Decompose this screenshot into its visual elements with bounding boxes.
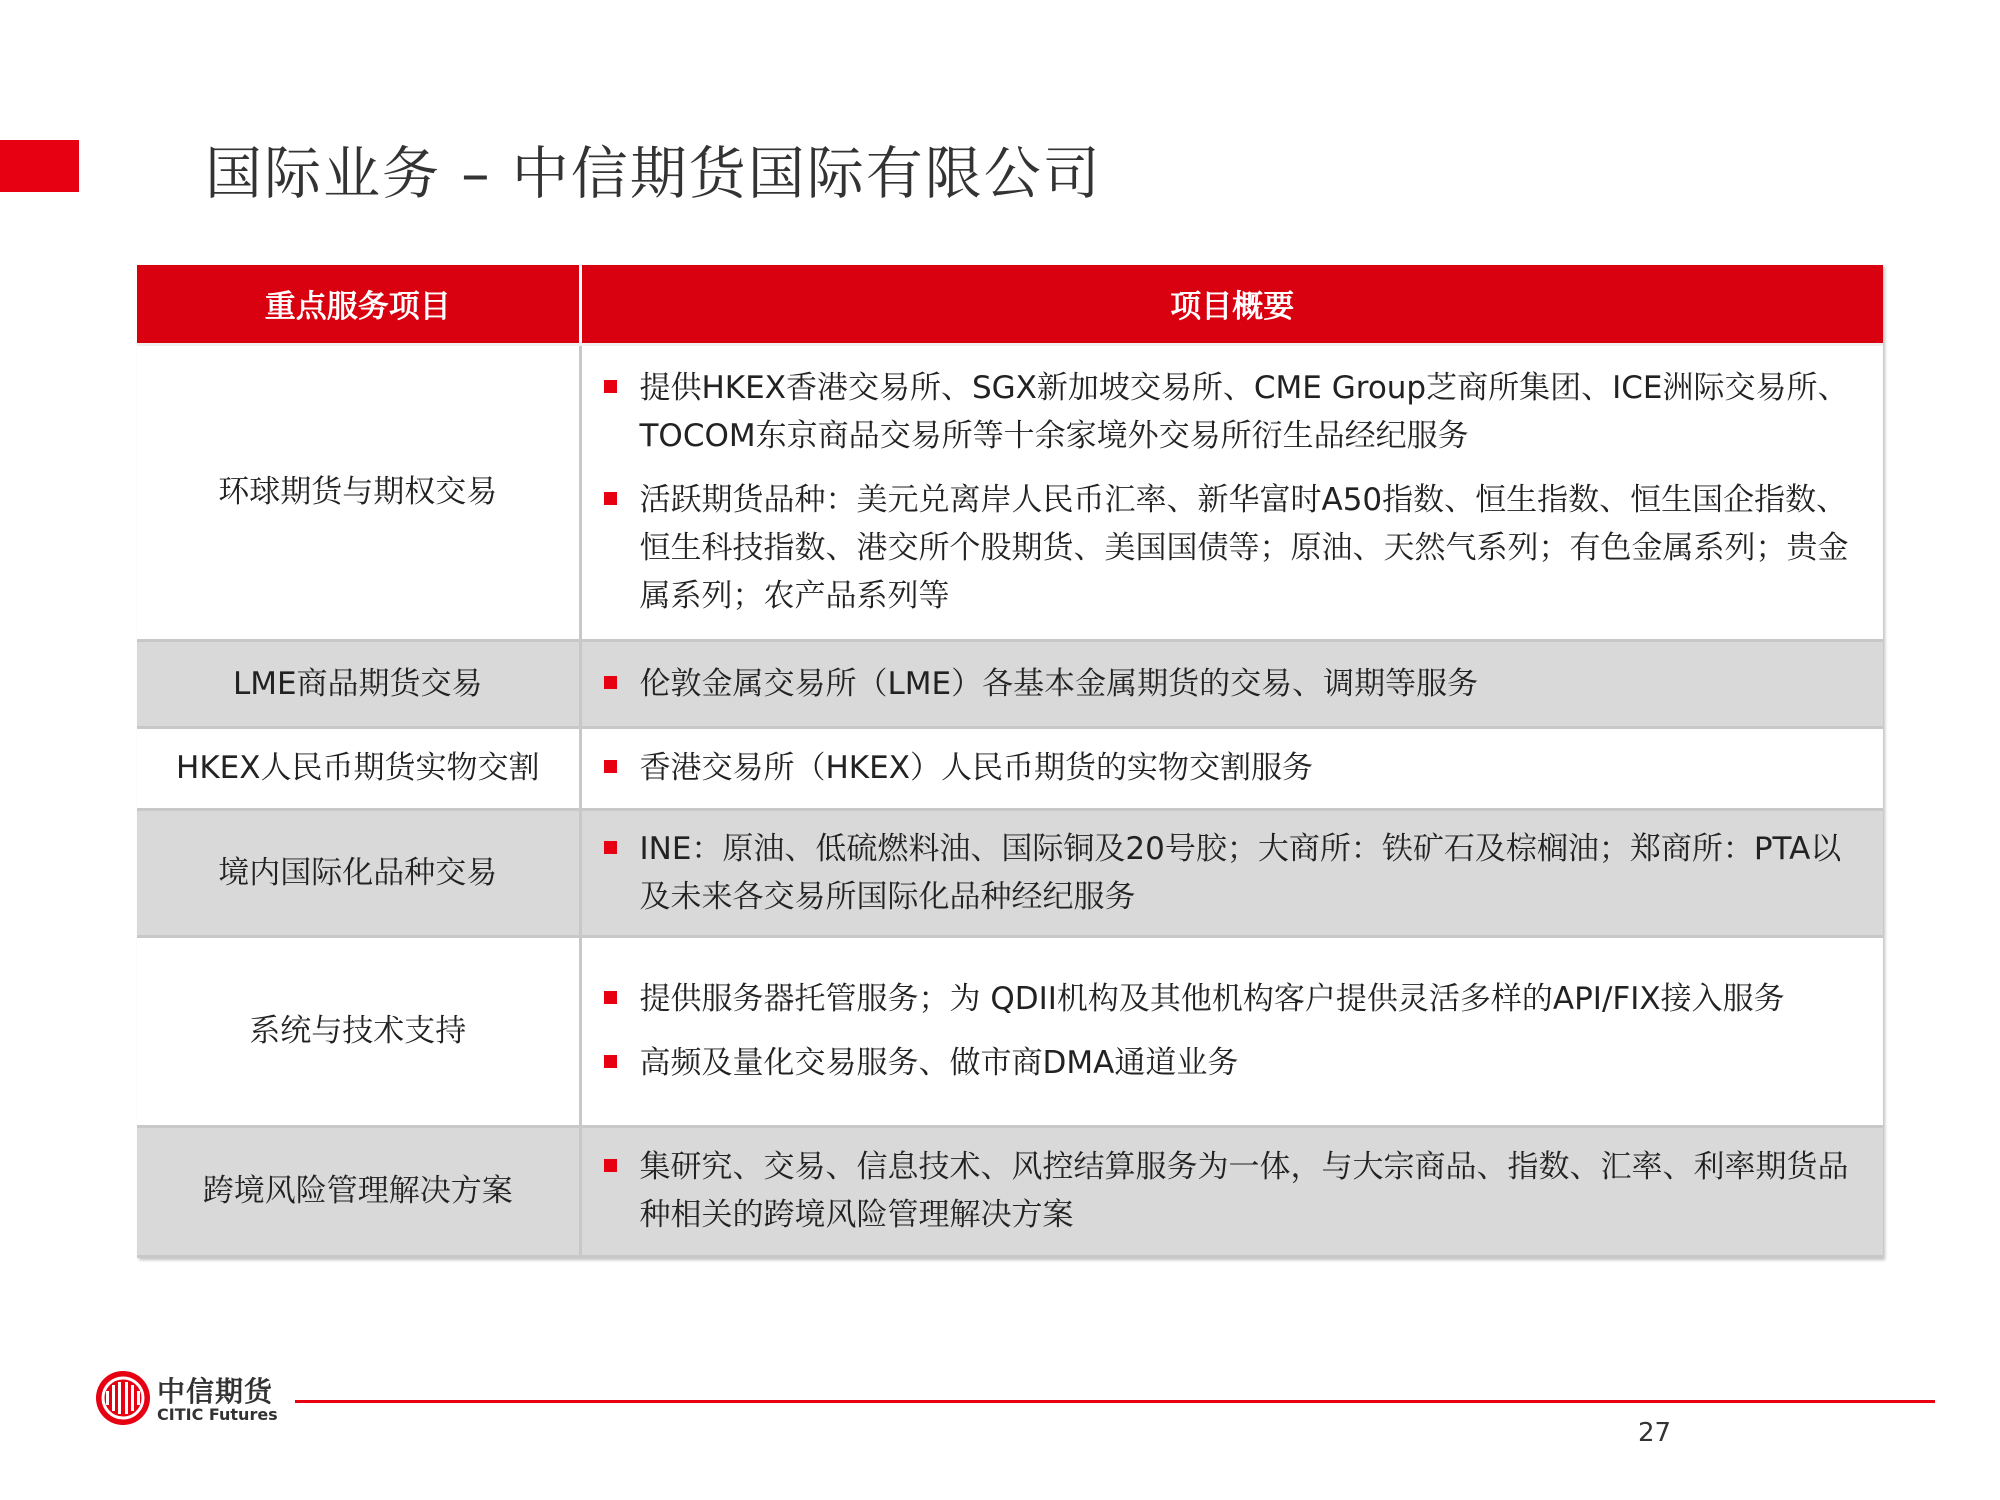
bullet-item bbox=[602, 660, 1872, 708]
bullet-text: 活跃期货品种：美元兑离岸人民币汇率、新华富时A50指数、恒生指数、恒生国企指数、恒生科技指数、港交所个股期货、美国国债等；原油、天然气系列；有色金属系列；贵金属系列；农产品系列等 bbox=[639, 482, 1849, 614]
service-overview bbox=[580, 1126, 1883, 1256]
bullet-square-icon bbox=[604, 841, 617, 854]
table-row bbox=[137, 727, 1883, 809]
service-overview bbox=[580, 640, 1883, 727]
footer-divider bbox=[295, 1400, 1935, 1403]
service-overview bbox=[580, 727, 1883, 809]
page-title: 国际业务 – 中信期货国际有限公司 bbox=[205, 141, 1102, 207]
bullet-text: 提供HKEX香港交易所、SGX新加坡交易所、CME Group芝商所集团、ICE洲际交易所、TOCOM东京商品交易所等十余家境外交易所衍生品经纪服务 bbox=[639, 370, 1849, 454]
company-logo bbox=[95, 1370, 315, 1430]
table-row bbox=[137, 936, 1883, 1126]
service-overview bbox=[580, 936, 1883, 1126]
bullet-item bbox=[602, 825, 1872, 921]
table-row bbox=[137, 1126, 1883, 1256]
bullet-square-icon bbox=[604, 676, 617, 689]
bullet-item bbox=[602, 975, 1872, 1023]
bullet-text: 香港交易所（HKEX）人民币期货的实物交割服务 bbox=[639, 750, 1313, 786]
bullet-text: 伦敦金属交易所（LME）各基本金属期货的交易、调期等服务 bbox=[639, 665, 1479, 702]
page-number: 27 bbox=[1638, 1418, 1672, 1448]
bullet-square-icon bbox=[604, 380, 617, 393]
header-overview: 项目概要 bbox=[580, 265, 1883, 344]
bullet-text: 提供服务器托管服务；为 QDII机构及其他机构客户提供灵活多样的API/FIX接入服务 bbox=[639, 981, 1785, 1017]
table-row bbox=[137, 809, 1883, 936]
bullet-square-icon bbox=[604, 1055, 617, 1068]
logo-text-en: CITIC Futures bbox=[157, 1405, 278, 1424]
service-overview bbox=[580, 344, 1883, 640]
service-name: 跨境风险管理解决方案 bbox=[137, 1126, 580, 1256]
bullet-item bbox=[602, 1039, 1872, 1087]
service-name: 环球期货与期权交易 bbox=[137, 344, 580, 640]
bullet-item bbox=[602, 1143, 1872, 1239]
service-name: 系统与技术支持 bbox=[137, 936, 580, 1126]
table-row bbox=[137, 344, 1883, 640]
bullet-square-icon bbox=[604, 1159, 617, 1172]
bullet-item bbox=[602, 744, 1872, 792]
bullet-item bbox=[602, 364, 1872, 460]
table-row bbox=[137, 640, 1883, 727]
citic-logo-icon bbox=[95, 1370, 151, 1426]
bullet-text: INE：原油、低硫燃料油、国际铜及20号胶；大商所：铁矿石及棕榈油；郑商所：PTA以及未来各交易所国际化品种经纪服务 bbox=[639, 830, 1842, 915]
bullet-text: 高频及量化交易服务、做市商DMA通道业务 bbox=[639, 1045, 1239, 1081]
bullet-item bbox=[602, 476, 1872, 620]
services-table bbox=[137, 265, 1883, 1258]
service-name: 境内国际化品种交易 bbox=[137, 809, 580, 936]
service-name: LME商品期货交易 bbox=[137, 640, 580, 727]
service-overview bbox=[580, 809, 1883, 936]
header-service: 重点服务项目 bbox=[137, 265, 580, 344]
bullet-square-icon bbox=[604, 760, 617, 773]
bullet-square-icon bbox=[604, 991, 617, 1004]
title-accent-bar bbox=[0, 140, 79, 192]
bullet-square-icon bbox=[604, 492, 617, 505]
logo-text-cn: 中信期货 bbox=[157, 1375, 274, 1408]
bullet-text: 集研究、交易、信息技术、风控结算服务为一体，与大宗商品、指数、汇率、利率期货品种相关的跨境风险管理解决方案 bbox=[639, 1149, 1849, 1233]
service-name: HKEX人民币期货实物交割 bbox=[137, 727, 580, 809]
table-header-row bbox=[137, 265, 1883, 344]
